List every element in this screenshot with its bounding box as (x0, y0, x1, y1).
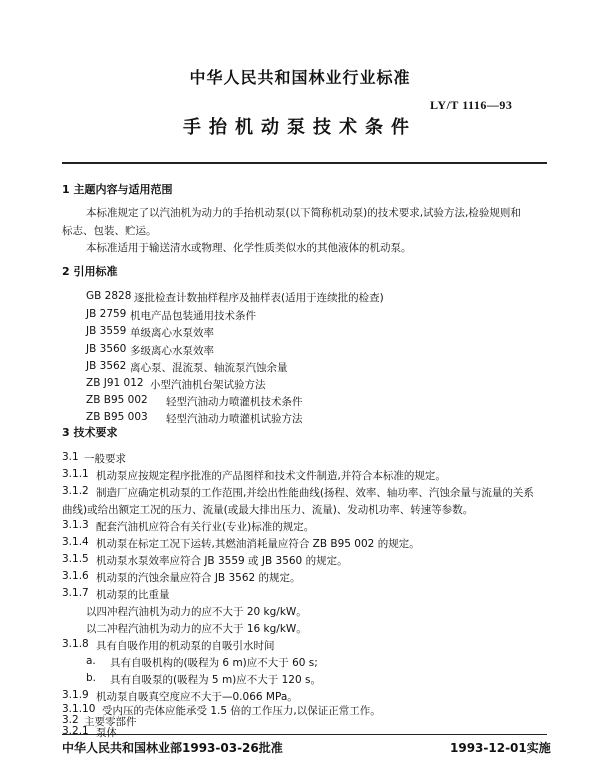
clause-number: 3.1.7 (62, 587, 89, 599)
clause-number: 3.1.1 (62, 468, 89, 480)
clause-text: 机动泵应按规定程序批准的产品图样和技术文件制造,并符合本标准的规定。 (96, 470, 446, 482)
clause-number: b. (86, 672, 97, 684)
clause-text: 制造厂应确定机动泵的工作范围,并绘出性能曲线(扬程、效率、轴功率、汽蚀余量与流量的关系 (96, 487, 534, 499)
section-1-paragraph-1-line-2: 标志、包装、贮运。 (62, 225, 157, 237)
clause-text: 泵体 (96, 727, 117, 739)
reference-name: 多级离心水泵效率 (130, 345, 214, 357)
reference-code: ZB J91 012 (86, 377, 144, 389)
clause-number: 3.2 (62, 714, 79, 726)
reference-code: JB 3562 (86, 360, 127, 372)
clause-number: 3.1.6 (62, 570, 89, 582)
clause-text: 机动泵在标定工况下运转,其燃油消耗量应符合 ZB B95 002 的规定。 (96, 538, 420, 550)
document-title: 手抬机动泵技术条件 (183, 117, 417, 138)
section-1-paragraph-1-line-1: 本标准规定了以汽油机为动力的手抬机动泵(以下简称机动泵)的技术要求,试验方法,检验规则和 (86, 207, 521, 219)
clause-text: 曲线)或给出额定工况的压力、流量(或最大排出压力、流量)、发动机功率、转速等参数。 (62, 504, 474, 516)
reference-code: JB 3560 (86, 343, 127, 355)
reference-name: 小型汽油机台架试验方法 (150, 379, 266, 391)
reference-code: ZB B95 002 (86, 394, 148, 406)
clause-text: 机动泵自吸真空度应不大于—0.066 MPa。 (96, 691, 298, 703)
reference-name: 轻型汽油动力喷灌机技术条件 (166, 396, 303, 408)
clause-text: 具有自吸机构的(吸程为 6 m)应不大于 60 s; (110, 657, 318, 669)
reference-code: JB 3559 (86, 325, 127, 337)
clause-number: 3.1.5 (62, 553, 89, 565)
footer-divider (62, 734, 547, 735)
clause-text: 以四冲程汽油机为动力的应不大于 20 kg/kW。 (86, 606, 307, 618)
approval-line: 中华人民共和国林业部1993-03-26批准 (62, 741, 283, 755)
clause-text: 机动泵水泵效率应符合 JB 3559 或 JB 3560 的规定。 (96, 555, 348, 567)
clause-number: a. (86, 655, 96, 667)
clause-number: 3.1.3 (62, 519, 89, 531)
section-1-heading: 1 主题内容与适用范围 (62, 183, 173, 196)
clause-number: 3.2.1 (62, 725, 89, 737)
clause-text: 主要零部件 (84, 716, 137, 728)
clause-text: 具有自吸作用的机动泵的自吸引水时间 (96, 640, 275, 652)
clause-number: 3.1.8 (62, 638, 89, 650)
reference-name: 离心泵、混流泵、轴流泵汽蚀余量 (130, 362, 288, 374)
org-title: 中华人民共和国林业行业标准 (189, 68, 411, 87)
clause-number: 3.1 (62, 451, 79, 463)
header-divider (62, 162, 547, 164)
clause-text: 机动泵的汽蚀余量应符合 JB 3562 的规定。 (96, 572, 301, 584)
clause-text: 配套汽油机应符合有关行业(专业)标准的规定。 (96, 521, 315, 533)
reference-name: 单级离心水泵效率 (130, 327, 214, 339)
clause-text: 机动泵的比重量 (96, 589, 170, 601)
reference-code: GB 2828 (86, 290, 132, 302)
reference-name: 逐批检查计数抽样程序及抽样表(适用于连续批的检查) (134, 292, 384, 304)
effective-date: 1993-12-01实施 (450, 741, 551, 755)
reference-code: ZB B95 003 (86, 411, 148, 423)
standard-code: LY/T 1116—93 (430, 98, 513, 112)
section-2-heading: 2 引用标准 (62, 265, 118, 278)
reference-code: JB 2759 (86, 308, 127, 320)
clause-text: 受内压的壳体应能承受 1.5 倍的工作压力,以保证正常工作。 (102, 705, 381, 717)
reference-name: 轻型汽油动力喷灌机试验方法 (166, 413, 303, 425)
clause-number: 3.1.10 (62, 703, 96, 715)
clause-number: 3.1.9 (62, 689, 89, 701)
clause-text: 具有自吸泵的(吸程为 5 m)应不大于 120 s。 (110, 674, 321, 686)
reference-name: 机电产品包装通用技术条件 (130, 310, 256, 322)
section-1-paragraph-2: 本标准适用于输送清水或物理、化学性质类似水的其他液体的机动泵。 (86, 242, 412, 254)
clause-number: 3.1.2 (62, 485, 89, 497)
clause-number: 3.1.4 (62, 536, 89, 548)
clause-text: 以二冲程汽油机为动力的应不大于 16 kg/kW。 (86, 623, 307, 635)
section-3-heading: 3 技术要求 (62, 426, 118, 439)
clause-text: 一般要求 (84, 453, 126, 465)
